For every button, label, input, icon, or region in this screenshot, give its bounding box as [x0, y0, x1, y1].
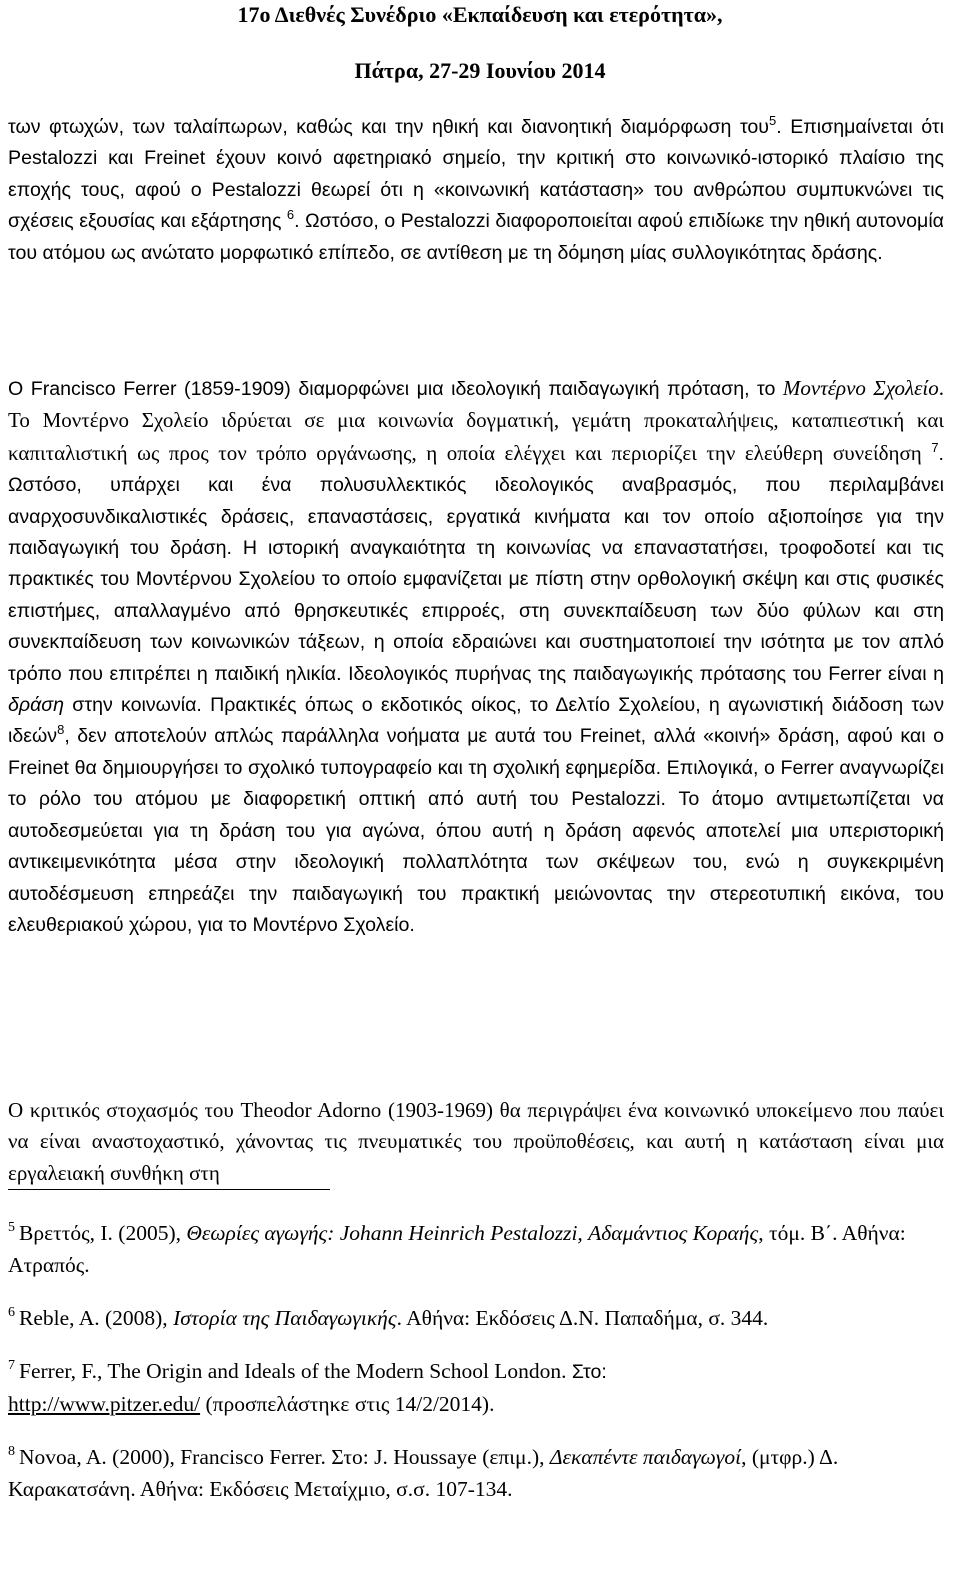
- footnote-5: [8, 1217, 944, 1281]
- footnote-number: 5: [8, 1220, 15, 1235]
- footnote-ref-8[interactable]: 8: [57, 722, 65, 738]
- modern-school-italic: Μοντέρνο Σχολείο: [782, 376, 939, 400]
- paragraph-1: [8, 112, 944, 269]
- footnotes: [8, 1217, 944, 1526]
- footnote-7: [8, 1355, 944, 1420]
- footnote-ref-6[interactable]: 6: [286, 207, 295, 223]
- action-italic: δράση: [8, 694, 64, 717]
- paragraph-2-text-b: . Το Μοντέρνο Σχολείο ιδρύεται σε μια κοινωνία δογματική, γεμάτη προκαταλήψεις, καταπιεστική και καπιταλιστική ως προς τον τρόπο οργάνωσης, η οποία ελέγχει και περιορίζει την ελεύθερη συνείδηση: [8, 376, 944, 465]
- paragraph-3-text: Ο κριτικός στοχασμός του Theodor Adorno (1903-1969) θα περιγράψει ένα κοινωνικό υποκείμενο που παύει να είναι αναστοχαστικό, χάνοντας τις πνευματικές του προϋποθέσεις, και αυτή η κατάσταση είναι μια εργαλειακή συνθήκη στη: [8, 1098, 944, 1185]
- footnote-text: Στο:: [571, 1361, 607, 1383]
- footnote-6: [8, 1302, 944, 1334]
- paragraph-2: [8, 373, 944, 941]
- footnote-number: 7: [8, 1358, 15, 1373]
- footnote-8: [8, 1441, 944, 1505]
- footnote-text: . Αθήνα: Εκδόσεις Δ.Ν. Παπαδήμα, σ. 344.: [396, 1306, 769, 1330]
- paragraph-2-text-e: , δεν αποτελούν απλώς παράλληλα νοήματα με αυτά του Freinet, αλλά «κοινή» δράση, αφού και ο Freinet θα δημιουργήσει το σχολικό τυπογραφείο και τη σχολική εφημερίδα. Επιλογικά, ο Ferrer αναγνωρίζει το ρόλο του ατόμου με διαφορετική οπτική από αυτή του Pestalozzi. Το άτομο αντιμετωπίζεται να αυτοδεσμεύεται για τη δράση του για αγώνα, όπου αυτή η δράση αφενός αποτελεί μια υπεριστορική αντικειμενικότητα μέσα στην ιδεολογική πολλαπλότητα των σκέψεων του, ενώ η συγκεκριμένη αυτοδέσμευση επηρεάζει την παιδαγωγική του πρακτική μειώνοντας την στερεοτυπική εικόνα, του ελευθεριακού χώρου, για το Μοντέρνο Σχολείο.: [8, 725, 944, 936]
- paragraph-2-text-a: Ο Francisco Ferrer (1859-1909) διαμορφώνει μια ιδεολογική παιδαγωγική πρόταση, το: [8, 378, 783, 400]
- footnote-text: , τόμ. Β΄. Αθήνα: Ατραπός.: [8, 1221, 906, 1277]
- footnote-text: , (μτφρ.) Δ. Καρακατσάνη. Αθήνα: Εκδόσεις Μεταίχμιο, σ.σ. 107-134.: [8, 1445, 839, 1501]
- footnote-text: (προσπελάστηκε στις 14/2/2014).: [200, 1392, 495, 1416]
- footnote-title: Θεωρίες αγωγής: Johann Heinrich Pestalozzi, Αδαμάντιος Κοραής: [186, 1221, 759, 1245]
- paragraph-1-text-a: των φτωχών, των ταλαίπωρων, καθώς και την ηθική και διανοητική διαμόρφωση του: [8, 116, 770, 138]
- footnote-text: Novoa, A. (2000), Francisco Ferrer. Στο: J. Houssaye (επιμ.),: [19, 1445, 550, 1469]
- pitzer-link[interactable]: http://www.pitzer.edu/: [8, 1392, 201, 1416]
- paragraph-1-text-c: . Ωστόσο, ο Pestalozzi διαφοροποιείται αφού επιδίωκε την ηθική αυτονομία του ατόμου ως ανώτατο μορφωτικό επίπεδο, σε αντίθεση με τη δόμηση μίας συλλογικότητας δράσης.: [8, 210, 944, 264]
- footnote-ref-7[interactable]: 7: [931, 439, 939, 455]
- paragraph-1-text-b: . Επισημαίνεται ότι Pestalozzi και Freinet έχουν κοινό αφετηριακό σημείο, την κριτική στο κοινωνικό-ιστορικό πλαίσιο της εποχής τους, αφού ο Pestalozzi θεωρεί ότι η «κοινωνική κατάσταση» του ανθρώπου συμπυκνώνει τις σχέσεις εξουσίας και εξάρτησης: [8, 116, 944, 233]
- paragraph-2-text-d: στην κοινωνία. Πρακτικές όπως ο εκδοτικός οίκος, το Δελτίο Σχολείου, η αγωνιστική διάδοση των ιδεών: [8, 694, 944, 748]
- footnote-title: Δεκαπέντε παιδαγωγοί: [549, 1445, 742, 1469]
- conference-title: 17ο Διεθνές Συνέδριο «Εκπαίδευση και ετερότητα»,: [237, 2, 723, 27]
- footnote-separator: [8, 1189, 330, 1190]
- paragraph-2-text-c: . Ωστόσο, υπάρχει και ένα πολυσυλλεκτικός ιδεολογικός αναβρασμός, που περιλαμβάνει αναρχοσυνδικαλιστικές δράσεις, επαναστάσεις, εργατικά κινήματα και τον οποίο αξιοποίησε για την παιδαγωγική του δράση. Η ιστορική αναγκαιότητα τη κοινωνίας να επαναστατήσει, τροφοδοτεί και τις πρακτικές του Μοντέρνου Σχολείου το οποίο εμφανίζεται με πίστη στην ορθολογική σκέψη και στις φυσικές επιστήμες, απαλλαγμένο από θρησκευτικές επιρροές, στη συνεκπαίδευση των δύο φύλων και στη συνεκπαίδευση των κοινωνικών τάξεων, η οποία εδραιώνει και συστηματοποιεί την ισότητα με τον απλό τρόπο που επιτρέπει η παιδική ηλικία. Ιδεολογικός πυρήνας της παιδαγωγικής πρότασης του Ferrer είναι η: [8, 442, 944, 685]
- footnote-title: Ιστορία της Παιδαγωγικής: [173, 1306, 397, 1330]
- footnote-text: Βρεττός, Ι. (2005),: [19, 1221, 187, 1245]
- footnote-text: Ferrer, F., The Origin and Ideals of the Modern School London.: [19, 1359, 572, 1383]
- footnote-text: Reble, A. (2008),: [19, 1306, 174, 1330]
- paragraph-3: [8, 1095, 944, 1189]
- conference-place-date: Πάτρα, 27-29 Ιουνίου 2014: [354, 58, 606, 83]
- footnote-number: 8: [8, 1444, 15, 1459]
- footnote-number: 6: [8, 1305, 15, 1320]
- footnote-ref-5[interactable]: 5: [769, 113, 777, 128]
